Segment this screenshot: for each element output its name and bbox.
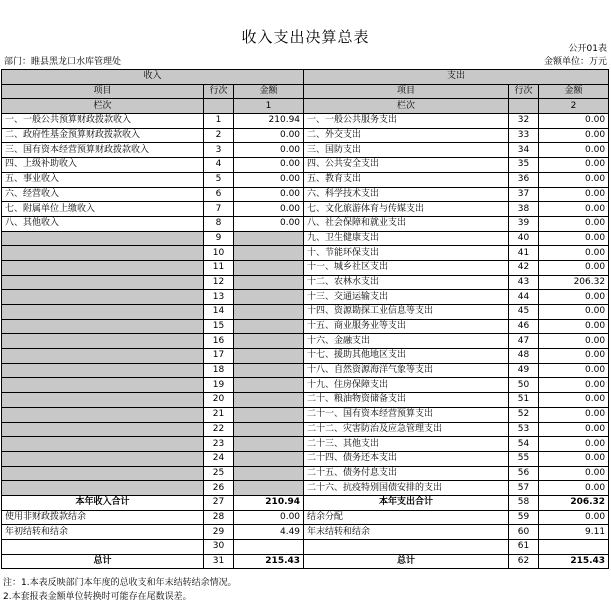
income-line: 20 <box>204 393 234 408</box>
expense-item: 九、卫生健康支出 <box>304 231 509 246</box>
expense-section-header: 支出 <box>304 70 609 85</box>
summary-income-line: 29 <box>204 525 234 540</box>
expense-line: 47 <box>509 334 539 349</box>
department-label: 部门：睢县黑龙口水库管理处 <box>4 57 122 67</box>
expense-item: 二十五、债务付息支出 <box>304 466 509 481</box>
table-row <box>2 114 609 129</box>
income-line: 25 <box>204 466 234 481</box>
expense-line: 50 <box>509 378 539 393</box>
footnotes <box>3 576 237 604</box>
summary-income-amount: 215.43 <box>234 554 304 569</box>
expense-amount: 0.00 <box>539 260 609 275</box>
table-row <box>2 422 609 437</box>
income-line: 3 <box>204 143 234 158</box>
expense-line: 53 <box>509 422 539 437</box>
income-amount <box>234 275 304 290</box>
income-item <box>2 305 204 320</box>
expense-amount: 0.00 <box>539 393 609 408</box>
income-item: 六、经营收入 <box>2 187 204 202</box>
income-line: 13 <box>204 290 234 305</box>
income-line: 18 <box>204 363 234 378</box>
income-item <box>2 437 204 452</box>
summary-expense-amount: 0.00 <box>539 510 609 525</box>
expense-item: 二十一、国有资本经营预算支出 <box>304 407 509 422</box>
expense-line: 54 <box>509 437 539 452</box>
expense-column-blank <box>509 99 539 114</box>
expense-item: 七、文化旅游体育与传媒支出 <box>304 202 509 217</box>
table-row <box>2 466 609 481</box>
income-line: 9 <box>204 231 234 246</box>
expense-line: 42 <box>509 260 539 275</box>
summary-income-item: 年初结转和结余 <box>2 525 204 540</box>
income-line: 5 <box>204 172 234 187</box>
income-item <box>2 393 204 408</box>
table-row <box>2 216 609 231</box>
income-item: 三、国有资本经营预算财政拨款收入 <box>2 143 204 158</box>
expense-amount: 206.32 <box>539 275 609 290</box>
expense-amount: 0.00 <box>539 378 609 393</box>
summary-income-amount: 4.49 <box>234 525 304 540</box>
table-row <box>2 319 609 334</box>
summary-row <box>2 525 609 540</box>
summary-row <box>2 554 609 569</box>
income-item <box>2 422 204 437</box>
expense-line: 34 <box>509 143 539 158</box>
summary-income-amount: 210.94 <box>234 495 304 510</box>
income-amount: 0.00 <box>234 143 304 158</box>
income-item: 八、其他收入 <box>2 216 204 231</box>
expense-line: 39 <box>509 216 539 231</box>
summary-income-item <box>2 540 204 555</box>
expense-amount: 0.00 <box>539 114 609 129</box>
income-line: 14 <box>204 305 234 320</box>
expense-amount: 0.00 <box>539 466 609 481</box>
income-item <box>2 363 204 378</box>
income-item <box>2 466 204 481</box>
expense-item-header: 项目 <box>304 84 509 99</box>
expense-item: 八、社会保障和就业支出 <box>304 216 509 231</box>
income-amount <box>234 466 304 481</box>
table-row <box>2 290 609 305</box>
expense-line: 44 <box>509 290 539 305</box>
summary-row <box>2 495 609 510</box>
summary-income-item: 使用非财政拨款结余 <box>2 510 204 525</box>
income-line-header: 行次 <box>204 84 234 99</box>
table-row <box>2 393 609 408</box>
expense-amount: 0.00 <box>539 422 609 437</box>
income-amount <box>234 260 304 275</box>
expense-item: 十九、住房保障支出 <box>304 378 509 393</box>
table-row <box>2 275 609 290</box>
income-amount <box>234 422 304 437</box>
table-row <box>2 172 609 187</box>
income-line: 2 <box>204 128 234 143</box>
expense-amount: 0.00 <box>539 334 609 349</box>
income-item-header: 项目 <box>2 84 204 99</box>
expense-amount: 0.00 <box>539 143 609 158</box>
expense-line: 37 <box>509 187 539 202</box>
table-row <box>2 305 609 320</box>
expense-item: 六、科学技术支出 <box>304 187 509 202</box>
expense-amount: 0.00 <box>539 187 609 202</box>
expense-item: 十一、城乡社区支出 <box>304 260 509 275</box>
income-line: 10 <box>204 246 234 261</box>
income-amount <box>234 334 304 349</box>
expense-amount: 0.00 <box>539 290 609 305</box>
income-line: 21 <box>204 407 234 422</box>
income-item <box>2 451 204 466</box>
income-amount <box>234 305 304 320</box>
expense-line: 33 <box>509 128 539 143</box>
expense-line: 49 <box>509 363 539 378</box>
income-amount: 210.94 <box>234 114 304 129</box>
income-item <box>2 319 204 334</box>
income-line: 23 <box>204 437 234 452</box>
expense-line: 38 <box>509 202 539 217</box>
expense-line: 52 <box>509 407 539 422</box>
expense-amount: 0.00 <box>539 451 609 466</box>
income-item: 一、一般公共预算财政拨款收入 <box>2 114 204 129</box>
expense-line: 45 <box>509 305 539 320</box>
table-row <box>2 378 609 393</box>
expense-amount: 0.00 <box>539 231 609 246</box>
expense-item: 十五、商业服务业等支出 <box>304 319 509 334</box>
income-column-label: 栏次 <box>2 99 204 114</box>
income-column-index: 1 <box>234 99 304 114</box>
table-row <box>2 481 609 496</box>
table-row <box>2 260 609 275</box>
expense-item: 十四、资源勘探工业信息等支出 <box>304 305 509 320</box>
summary-expense-item: 年末结转和结余 <box>304 525 509 540</box>
income-section-header: 收入 <box>2 70 304 85</box>
expense-amount: 0.00 <box>539 158 609 173</box>
column-index-row <box>2 99 609 114</box>
summary-expense-amount: 215.43 <box>539 554 609 569</box>
summary-income-amount: 0.00 <box>234 510 304 525</box>
table-row <box>2 128 609 143</box>
expense-item: 四、公共安全支出 <box>304 158 509 173</box>
summary-expense-line: 62 <box>509 554 539 569</box>
expense-amount: 0.00 <box>539 481 609 496</box>
expense-item: 二十二、灾害防治及应急管理支出 <box>304 422 509 437</box>
income-line: 26 <box>204 481 234 496</box>
table-row <box>2 334 609 349</box>
income-item <box>2 246 204 261</box>
income-amount: 0.00 <box>234 128 304 143</box>
expense-line: 32 <box>509 114 539 129</box>
summary-row <box>2 510 609 525</box>
summary-expense-line: 60 <box>509 525 539 540</box>
summary-income-line: 31 <box>204 554 234 569</box>
table-row <box>2 231 609 246</box>
expense-item: 十八、自然资源海洋气象等支出 <box>304 363 509 378</box>
expense-line: 36 <box>509 172 539 187</box>
table-row <box>2 437 609 452</box>
income-item <box>2 334 204 349</box>
income-line: 15 <box>204 319 234 334</box>
expense-amount-header: 金额 <box>539 84 609 99</box>
summary-expense-amount <box>539 540 609 555</box>
income-line: 12 <box>204 275 234 290</box>
expense-column-label: 栏次 <box>304 99 509 114</box>
income-amount <box>234 363 304 378</box>
income-amount: 0.00 <box>234 216 304 231</box>
income-amount <box>234 451 304 466</box>
income-item <box>2 260 204 275</box>
expense-amount: 0.00 <box>539 128 609 143</box>
income-item <box>2 231 204 246</box>
income-item <box>2 290 204 305</box>
income-item: 七、附属单位上缴收入 <box>2 202 204 217</box>
summary-income-item: 总计 <box>2 554 204 569</box>
expense-amount: 0.00 <box>539 407 609 422</box>
income-amount: 0.00 <box>234 172 304 187</box>
expense-line: 55 <box>509 451 539 466</box>
summary-expense-line: 58 <box>509 495 539 510</box>
income-line: 7 <box>204 202 234 217</box>
income-amount: 0.00 <box>234 187 304 202</box>
income-amount <box>234 319 304 334</box>
income-amount <box>234 481 304 496</box>
expense-item: 二十、粮油物资储备支出 <box>304 393 509 408</box>
expense-line: 35 <box>509 158 539 173</box>
footnote-2: 2.本套报表金额单位转换时可能存在尾数误差。 <box>3 592 192 602</box>
income-item <box>2 275 204 290</box>
income-line: 8 <box>204 216 234 231</box>
table-row <box>2 202 609 217</box>
expense-line: 51 <box>509 393 539 408</box>
summary-income-item: 本年收入合计 <box>2 495 204 510</box>
expense-item: 十、节能环保支出 <box>304 246 509 261</box>
column-header-row <box>2 84 609 99</box>
income-expense-table <box>1 69 609 569</box>
summary-income-line: 27 <box>204 495 234 510</box>
table-row <box>2 158 609 173</box>
expense-item: 二十四、债务还本支出 <box>304 451 509 466</box>
income-amount <box>234 437 304 452</box>
expense-amount: 0.00 <box>539 246 609 261</box>
table-row <box>2 143 609 158</box>
income-amount <box>234 246 304 261</box>
table-row <box>2 407 609 422</box>
expense-item: 一、一般公共服务支出 <box>304 114 509 129</box>
expense-amount: 0.00 <box>539 305 609 320</box>
income-amount <box>234 231 304 246</box>
expense-amount: 0.00 <box>539 349 609 364</box>
income-amount <box>234 349 304 364</box>
expense-item: 十二、农林水支出 <box>304 275 509 290</box>
expense-item: 二十六、抗疫特别国债安排的支出 <box>304 481 509 496</box>
expense-item: 十三、交通运输支出 <box>304 290 509 305</box>
income-line: 24 <box>204 451 234 466</box>
income-line: 6 <box>204 187 234 202</box>
income-line: 19 <box>204 378 234 393</box>
section-header-row <box>2 70 609 85</box>
table-row <box>2 363 609 378</box>
income-line: 16 <box>204 334 234 349</box>
income-column-blank <box>204 99 234 114</box>
expense-line: 48 <box>509 349 539 364</box>
expense-line: 56 <box>509 466 539 481</box>
table-row <box>2 451 609 466</box>
expense-line: 43 <box>509 275 539 290</box>
expense-line: 40 <box>509 231 539 246</box>
expense-item: 二、外交支出 <box>304 128 509 143</box>
expense-column-index: 2 <box>539 99 609 114</box>
income-item <box>2 349 204 364</box>
expense-amount: 0.00 <box>539 202 609 217</box>
summary-expense-amount: 206.32 <box>539 495 609 510</box>
income-amount: 0.00 <box>234 202 304 217</box>
expense-item: 十六、金融支出 <box>304 334 509 349</box>
summary-expense-line: 59 <box>509 510 539 525</box>
income-amount: 0.00 <box>234 158 304 173</box>
expense-line: 46 <box>509 319 539 334</box>
expense-line: 57 <box>509 481 539 496</box>
expense-item: 三、国防支出 <box>304 143 509 158</box>
summary-income-line: 30 <box>204 540 234 555</box>
summary-expense-item <box>304 540 509 555</box>
summary-expense-item: 总计 <box>304 554 509 569</box>
income-item <box>2 407 204 422</box>
income-amount <box>234 407 304 422</box>
income-line: 4 <box>204 158 234 173</box>
expense-amount: 0.00 <box>539 216 609 231</box>
summary-expense-amount: 9.11 <box>539 525 609 540</box>
summary-expense-line: 61 <box>509 540 539 555</box>
summary-income-line: 28 <box>204 510 234 525</box>
table-row <box>2 187 609 202</box>
unit-label: 金额单位：万元 <box>543 57 607 67</box>
income-line: 22 <box>204 422 234 437</box>
expense-line: 41 <box>509 246 539 261</box>
expense-amount: 0.00 <box>539 437 609 452</box>
income-line: 1 <box>204 114 234 129</box>
expense-amount: 0.00 <box>539 363 609 378</box>
income-item: 二、政府性基金预算财政拨款收入 <box>2 128 204 143</box>
income-amount <box>234 378 304 393</box>
income-amount <box>234 290 304 305</box>
summary-expense-item: 结余分配 <box>304 510 509 525</box>
income-amount-header: 金额 <box>234 84 304 99</box>
expense-amount: 0.00 <box>539 172 609 187</box>
expense-item: 二十三、其他支出 <box>304 437 509 452</box>
expense-amount: 0.00 <box>539 319 609 334</box>
expense-item: 十七、援助其他地区支出 <box>304 349 509 364</box>
table-row <box>2 246 609 261</box>
table-row <box>2 349 609 364</box>
footnote-1: 注：1.本表反映部门本年度的总收支和年末结转结余情况。 <box>3 578 237 588</box>
income-item: 五、事业收入 <box>2 172 204 187</box>
form-code: 公开01表 <box>568 44 607 54</box>
summary-row <box>2 540 609 555</box>
expense-item: 五、教育支出 <box>304 172 509 187</box>
income-line: 17 <box>204 349 234 364</box>
income-item: 四、上级补助收入 <box>2 158 204 173</box>
income-item <box>2 378 204 393</box>
summary-income-amount <box>234 540 304 555</box>
income-amount <box>234 393 304 408</box>
summary-expense-item: 本年支出合计 <box>304 495 509 510</box>
expense-line-header: 行次 <box>509 84 539 99</box>
income-item <box>2 481 204 496</box>
page-title: 收入支出决算总表 <box>241 28 370 46</box>
income-line: 11 <box>204 260 234 275</box>
